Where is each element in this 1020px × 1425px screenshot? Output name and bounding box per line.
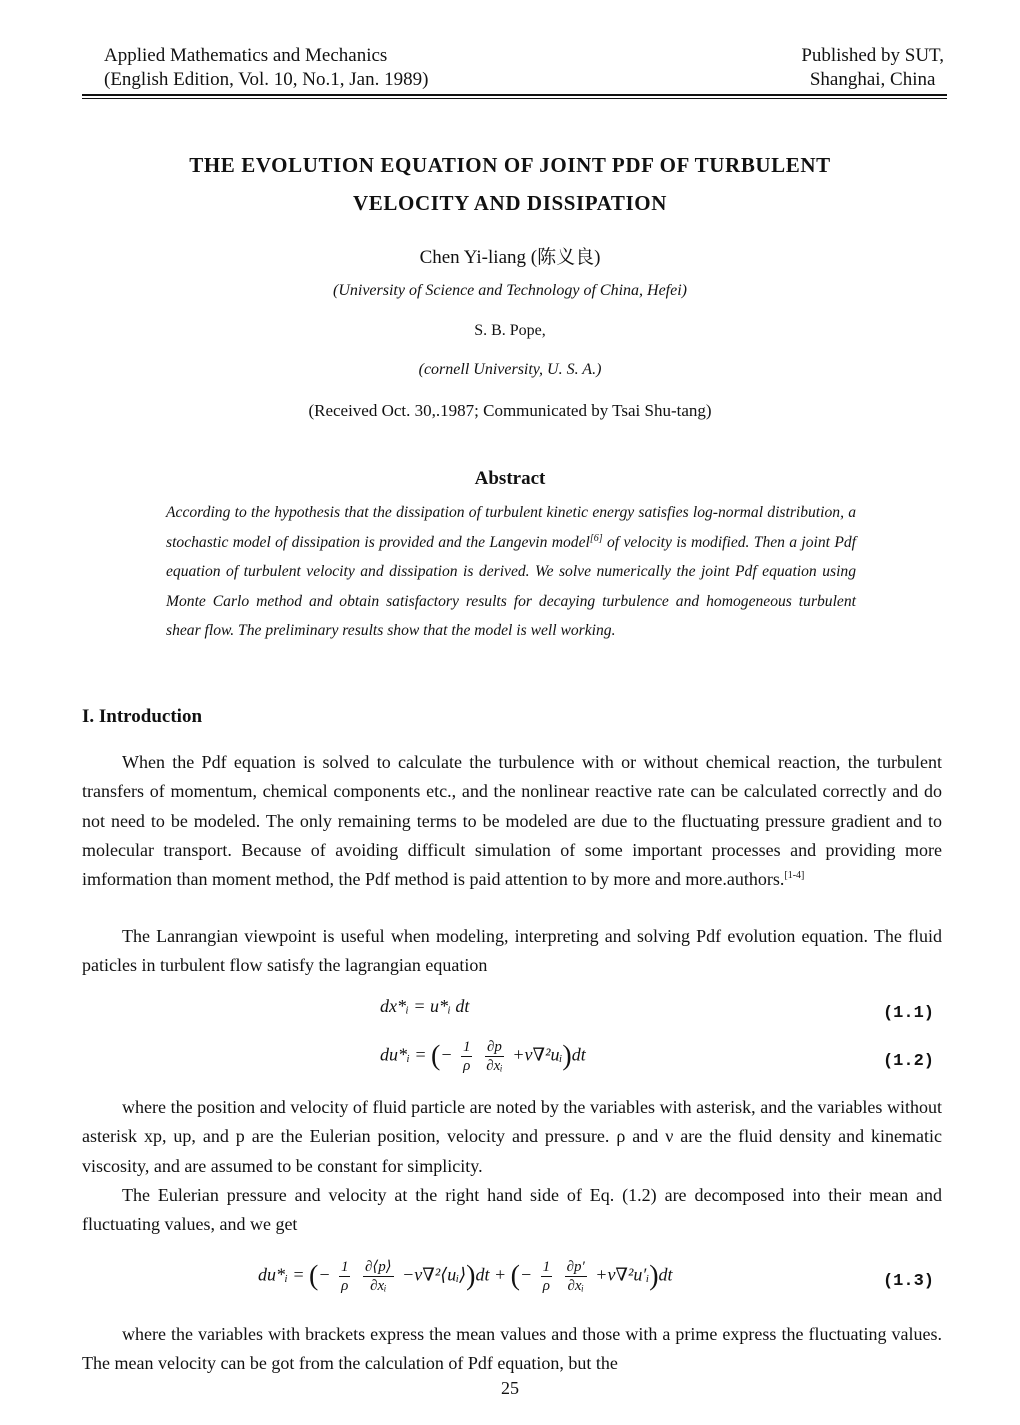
open-paren: ( — [510, 1260, 520, 1292]
equation-1-2 — [380, 1038, 586, 1075]
journal-header — [104, 44, 428, 92]
affiliation-2: (cornell University, U. S. A.) — [418, 361, 602, 378]
affiliation-1: (University of Science and Technology of China, Hefei) — [333, 282, 687, 299]
publisher-location: Shanghai, China — [809, 69, 936, 90]
title-line-2: VELOCITY AND DISSIPATION — [353, 191, 667, 215]
fraction — [541, 1258, 553, 1295]
denominator: ρ — [542, 1278, 550, 1294]
open-paren: ( — [309, 1260, 319, 1292]
eq3-mean-term: −ν∇²⟨uᵢ⟩ — [402, 1264, 467, 1285]
abstract-heading: Abstract — [474, 468, 546, 489]
paragraph-2: The Lanrangian viewpoint is useful when modeling, interpreting and solving Pdf evolution equation. The fluid paticles in turbulent flow satisfy the lagrangian equation — [82, 926, 942, 976]
paragraph-4: The Eulerian pressure and velocity at the right hand side of Eq. (1.2) are decomposed into their mean and fluctuating values, and we get — [82, 1185, 942, 1235]
numerator: 1 — [462, 1039, 471, 1055]
close-paren: ) — [649, 1260, 659, 1292]
close-paren: ) — [466, 1260, 476, 1292]
received-note: (Received Oct. 30,.1987; Communicated by Tsai Shu-tang) — [308, 401, 712, 420]
numerator: ∂p′ — [566, 1259, 585, 1275]
open-paren: ( — [431, 1040, 441, 1072]
abstract-text — [166, 498, 856, 646]
dt-term: dt — [571, 1044, 586, 1065]
eq2-rest: +ν∇²uᵢ — [512, 1044, 563, 1065]
plus-sign: + — [493, 1264, 507, 1285]
paragraph-3: where the position and velocity of fluid particle are noted by the variables with asterisk, and the variables without asterisk xp, up, and p are the Eulerian position, velocity and pressure. ρ and ν are the fluid density and kinematic viscosity, and are assumed to be constant for simplicity. — [82, 1097, 942, 1176]
denominator: ∂xᵢ — [567, 1278, 584, 1294]
equation-label-1-2: (1.2) — [882, 1052, 934, 1071]
author-1: Chen Yi-liang (陈义良) — [419, 247, 601, 268]
section-heading: I. Introduction — [82, 706, 203, 727]
author-2: S. B. Pope, — [474, 322, 546, 339]
paragraph-1-text: When the Pdf equation is solved to calculate the turbulence with or without chemical reaction, the turbulent transfers of momentum, chemical components etc., and the nonlinear reactive rate can be calculated correctly and do not need to be modeled. The only remaining terms to be modeled are due to the fluctuating pressure gradient and to molecular transport. Because of avoiding difficult simulation of some important processes and providing more imformation than moment method, the Pdf method is paid attention to by more and more.authors. — [82, 752, 942, 890]
header-rule-thin — [82, 98, 947, 99]
journal-edition: (English Edition, Vol. 10, No.1, Jan. 1989) — [104, 69, 429, 90]
fraction — [461, 1038, 473, 1075]
dt-term: dt — [475, 1264, 490, 1285]
citation-ref: [1-4] — [784, 870, 805, 882]
publisher-header — [801, 44, 944, 92]
equation-label-1-3: (1.3) — [882, 1272, 934, 1291]
equation-label-1-1: (1.1) — [882, 1004, 934, 1023]
close-paren: ) — [562, 1040, 572, 1072]
minus-sign: − — [519, 1264, 533, 1285]
eq3-lhs: du*ᵢ = — [258, 1264, 305, 1285]
title-line-1: THE EVOLUTION EQUATION OF JOINT PDF OF TURBULENT — [189, 153, 831, 177]
denominator: ∂xᵢ — [370, 1278, 387, 1294]
abstract-part-1: According to the hypothesis that the dissipation of turbulent kinetic energy satisfies log-normal distribution, a stochastic model of dissipation is provided and the Langevin model — [166, 504, 856, 551]
page-number: 25 — [501, 1378, 519, 1398]
paragraph-1 — [82, 748, 942, 894]
paper-title — [0, 146, 1020, 222]
numerator: ∂⟨p⟩ — [364, 1259, 392, 1275]
numerator: 1 — [542, 1259, 551, 1275]
fraction — [485, 1038, 504, 1075]
header-rule-thick — [82, 94, 947, 96]
denominator: ∂xᵢ — [486, 1058, 503, 1074]
publisher-name: Published by SUT, — [801, 45, 944, 66]
equation-1-1: dx*ᵢ = u*ᵢ dt — [380, 996, 470, 1016]
denominator: ρ — [341, 1278, 349, 1294]
denominator: ρ — [463, 1058, 471, 1074]
minus-sign: − — [318, 1264, 331, 1285]
journal-name: Applied Mathematics and Mechanics — [104, 45, 388, 66]
eq3-fluct-term: +ν∇²u′ᵢ — [595, 1264, 650, 1285]
fraction — [339, 1258, 351, 1295]
citation-ref: [6] — [589, 532, 603, 544]
numerator: 1 — [340, 1259, 349, 1275]
eq2-lhs: du*ᵢ = — [380, 1044, 427, 1065]
fraction — [565, 1258, 587, 1295]
dt-term: dt — [658, 1264, 673, 1285]
paragraph-5: where the variables with brackets express the mean values and those with a prime express the fluctuating values. The mean velocity can be got from the calculation of Pdf equation, but the — [82, 1324, 942, 1374]
minus-sign: − — [440, 1044, 453, 1065]
numerator: ∂p — [486, 1039, 502, 1055]
abstract-part-2: of velocity is modified. Then a joint Pdf equation of turbulent velocity and dissipation is derived. We solve numerically the joint Pdf equation using Monte Carlo method and obtain satisfactory results for decaying turbulence and homogeneous turbulent shear flow. The preliminary results show that the model is well working. — [166, 533, 856, 639]
equation-1-3 — [258, 1258, 673, 1295]
fraction — [363, 1258, 394, 1295]
